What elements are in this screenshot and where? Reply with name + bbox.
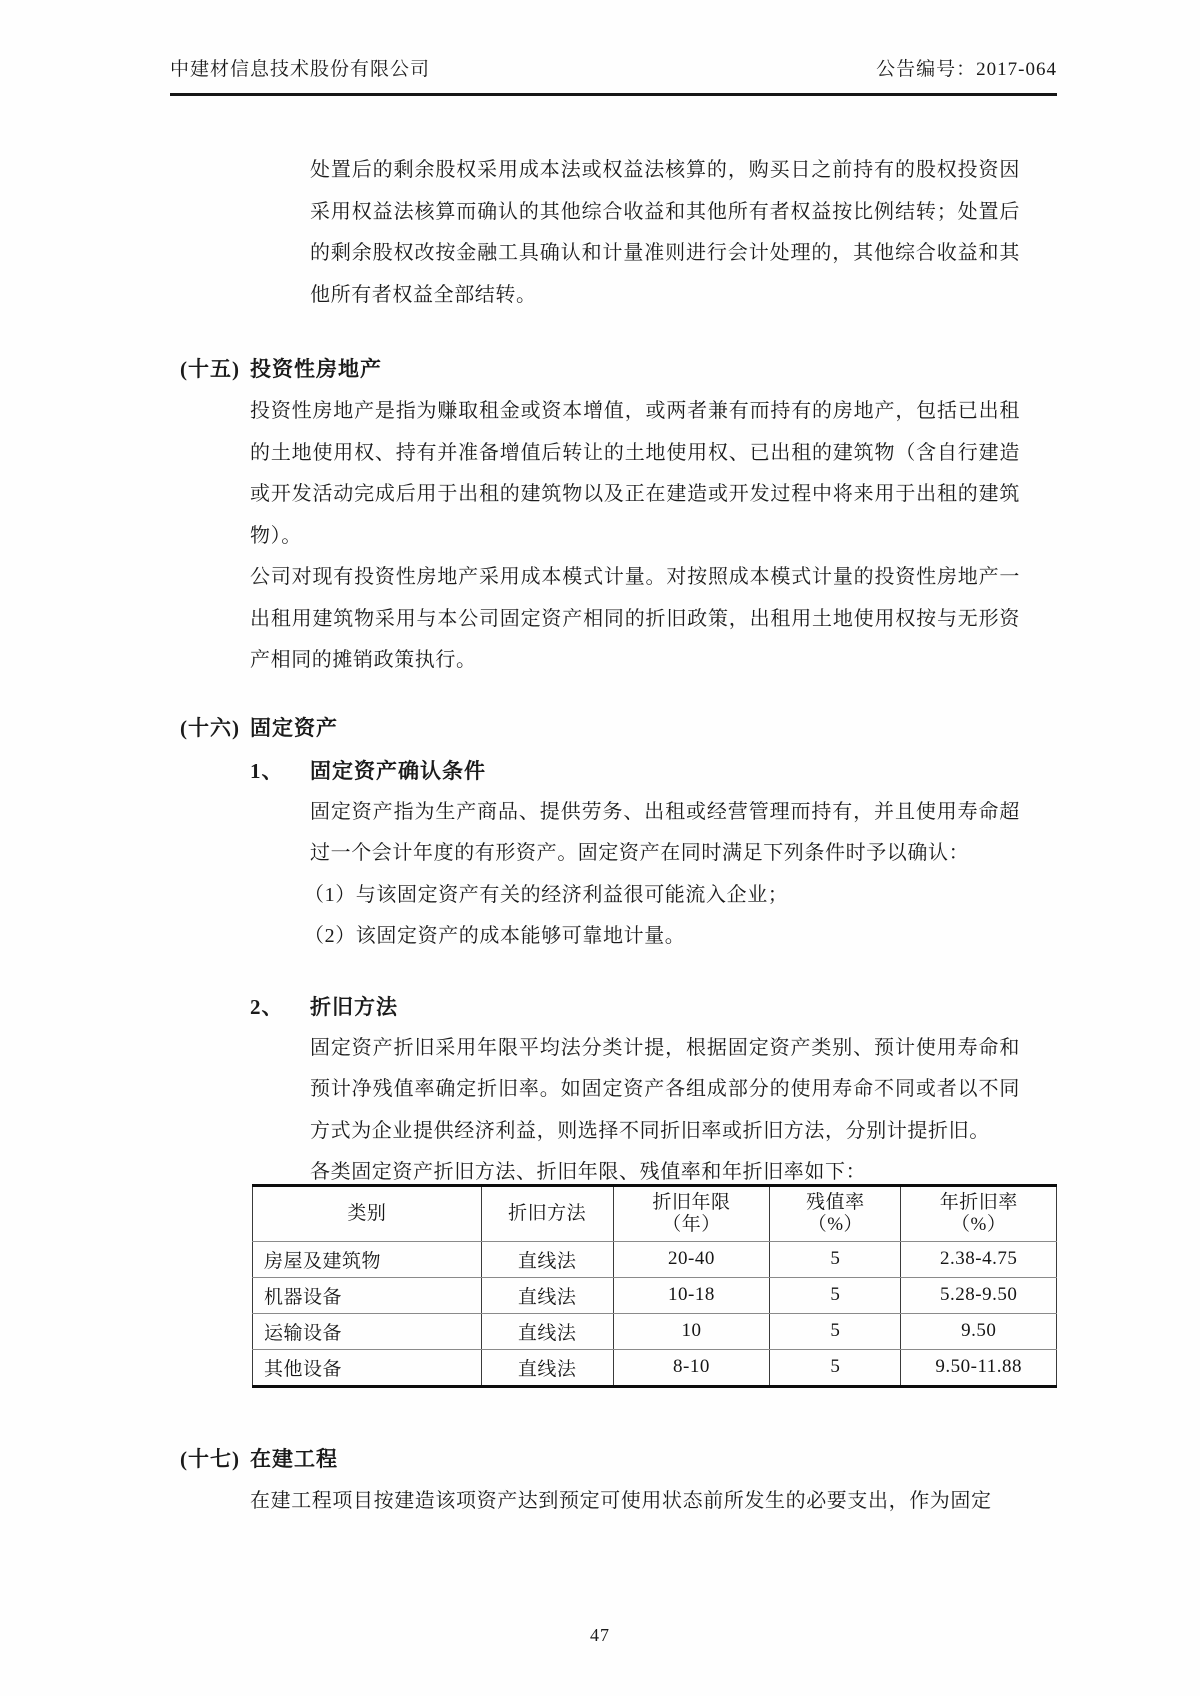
continuation-paragraph: 处置后的剩余股权采用成本法或权益法核算的，购买日之前持有的股权投资因采用权益法核算而确认的其他综合收益和其他所有者权益按比例结转；处置后的剩余股权改按金融工具确认和计量准则进行会计处理的，其他综合收益和其他所有者权益全部结转。: [310, 159, 1020, 306]
cell-residual-rate: 5: [770, 1313, 901, 1349]
cell-method: 直线法: [481, 1277, 613, 1313]
cell-annual-rate: 5.28-9.50: [901, 1277, 1057, 1313]
col-header-years: 折旧年限 （年）: [613, 1185, 770, 1241]
company-name: 中建材信息技术股份有限公司: [170, 59, 431, 80]
page-header: [170, 0, 1057, 84]
section-16-label: (十六): [180, 715, 240, 740]
cell-category: 运输设备: [253, 1313, 482, 1349]
subsection-1-title: 固定资产确认条件: [310, 758, 486, 783]
cell-residual-rate: 5: [770, 1277, 901, 1313]
cell-category: 房屋及建筑物: [253, 1241, 482, 1277]
cell-method: 直线法: [481, 1241, 613, 1277]
section-17-heading: [180, 1437, 1057, 1481]
announcement-number: 公告编号：2017-064: [876, 59, 1057, 80]
section-15-paragraph-2: 公司对现有投资性房地产采用成本模式计量。对按照成本模式计量的投资性房地产一出租用建筑物采用与本公司固定资产相同的折旧政策，出租用土地使用权按与无形资产相同的摊销政策执行。: [250, 566, 1020, 671]
subsection-1-number: 1、: [250, 758, 284, 783]
cell-annual-rate: 9.50: [901, 1313, 1057, 1349]
cell-residual-rate: 5: [770, 1349, 901, 1386]
col-header-annual-rate: 年折旧率 （%）: [901, 1185, 1057, 1241]
cell-category: 其他设备: [264, 1358, 343, 1380]
page-content: [170, 0, 1057, 1522]
page-number: 47: [590, 1625, 610, 1645]
subsection-2-number: 2、: [250, 994, 284, 1019]
cell-annual-rate: 2.38-4.75: [901, 1241, 1057, 1277]
col-header-method: 折旧方法: [481, 1185, 613, 1241]
table-row: [253, 1349, 1057, 1386]
cell-annual-rate: 9.50-11.88: [901, 1349, 1057, 1386]
cell-years: 10: [613, 1313, 770, 1349]
condition-item-1: （1）与该固定资产有关的经济利益很可能流入企业；: [304, 883, 789, 906]
col-header-residual-rate: 残值率 （%）: [770, 1185, 901, 1241]
section-15-title: 投资性房地产: [250, 357, 382, 381]
subsection-1-paragraph: 固定资产指为生产商品、提供劳务、出租或经营管理而持有，并且使用寿命超过一个会计年度的有形资产。固定资产在同时满足下列条件时予以确认：: [310, 800, 1020, 864]
depreciation-table: [252, 1184, 1057, 1388]
table-intro-line: 各类固定资产折旧方法、折旧年限、残值率和年折旧率如下：: [310, 1161, 867, 1183]
subsection-2-heading: [250, 986, 1057, 1028]
cell-method: 直线法: [481, 1349, 613, 1386]
cell-years: 8-10: [613, 1349, 770, 1386]
col-header-category: 类别: [253, 1185, 482, 1241]
cell-residual-rate: 5: [770, 1241, 901, 1277]
section-17-title: 在建工程: [250, 1446, 338, 1471]
table-row: [253, 1313, 1057, 1349]
section-17-paragraph: 在建工程项目按建造该项资产达到预定可使用状态前所发生的必要支出，作为固定: [250, 1489, 992, 1512]
section-16-title: 固定资产: [250, 715, 338, 740]
cell-category: 机器设备: [253, 1277, 482, 1313]
cell-years: 10-18: [613, 1277, 770, 1313]
table-row: [253, 1241, 1057, 1277]
cell-method: 直线法: [481, 1313, 613, 1349]
subsection-1-heading: [250, 750, 1057, 792]
subsection-2-title: 折旧方法: [310, 994, 398, 1019]
section-15-label: (十五): [180, 357, 240, 381]
section-16-heading: [180, 706, 1057, 750]
section-17-label: (十七): [180, 1446, 240, 1471]
condition-item-2: （2）该固定资产的成本能够可靠地计量。: [304, 925, 686, 947]
subsection-2-paragraph: 固定资产折旧采用年限平均法分类计提，根据固定资产类别、预计使用寿命和预计净残值率确定折旧率。如固定资产各组成部分的使用寿命不同或者以不同方式为企业提供经济利益，则选择不同折旧率或折旧方法，分别计提折旧。: [310, 1036, 1020, 1142]
header-rule: [170, 93, 1057, 96]
section-15-paragraph-1: 投资性房地产是指为赚取租金或资本增值，或两者兼有而持有的房地产，包括已出租的土地使用权、持有并准备增值后转让的土地使用权、已出租的建筑物（含自行建造或开发活动完成后用于出租的建筑物以及正在建造或开发过程中将来用于出租的建筑物）。: [250, 400, 1020, 547]
section-15-heading: [180, 347, 1057, 391]
table-row: [253, 1277, 1057, 1313]
cell-years: 20-40: [613, 1241, 770, 1277]
